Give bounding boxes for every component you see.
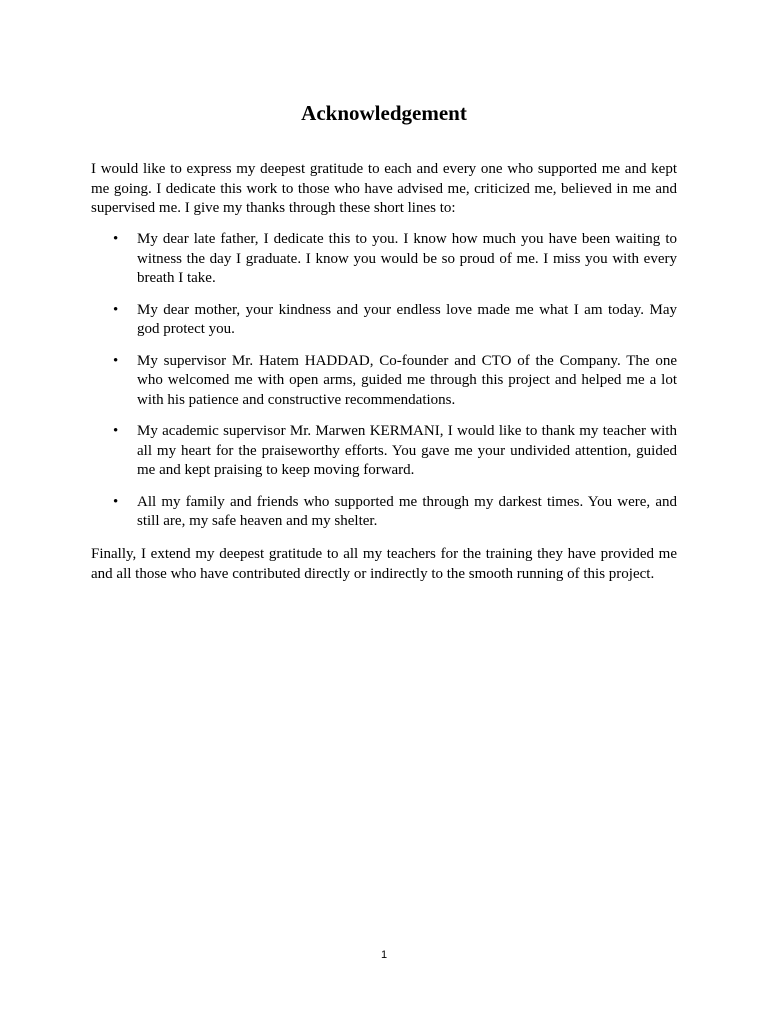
list-item-supervisor [91,352,677,411]
bullet-icon: • [113,493,119,510]
closing-paragraph: Finally, I extend my deepest gratitude to all my teachers for the training they have provided me and all those who have contributed directly or indirectly to the smooth running of this project. [91,546,677,582]
list-item-text: My dear late father, I dedicate this to you. I know how much you have been waiting to witness the day I graduate. I know you would be so proud of me. I miss you with every breath I take. [137,231,677,286]
bullet-icon: • [113,231,119,247]
list-item-text: My dear mother, your kindness and your endless love made me what I am today. May god protect you. [137,301,677,337]
list-item-father [91,230,677,289]
bullet-icon: • [113,423,119,439]
bullet-icon: • [113,352,119,369]
list-item-family-friends [91,493,677,532]
acknowledgement-list [91,230,677,544]
list-item-text: My supervisor Mr. Hatem HADDAD, Co-founder and CTO of the Company. The one who welcomed me with open arms, guided me through this project and helped me a lot with his patience and constructive recommendations. [137,352,677,408]
intro-paragraph: I would like to express my deepest gratitude to each and every one who supported me and kept me going. I dedicate this work to those who have advised me, criticized me, believed in me and supervised me. I give my thanks through these short lines to: [91,161,677,216]
page-title: Acknowledgement [301,101,467,125]
list-item-text: All my family and friends who supported me through my darkest times. You were, and still are, my safe heaven and my shelter. [137,493,677,529]
page-number: 1 [380,949,388,961]
list-item-text: My academic supervisor Mr. Marwen KERMANI, I would like to thank my teacher with all my heart for the praiseworthy efforts. You gave me your undivided attention, guided me and kept praising to keep moving forward. [137,423,677,478]
bullet-icon: • [113,301,119,318]
list-item-mother [91,301,677,340]
list-item-academic-supervisor [91,422,677,481]
